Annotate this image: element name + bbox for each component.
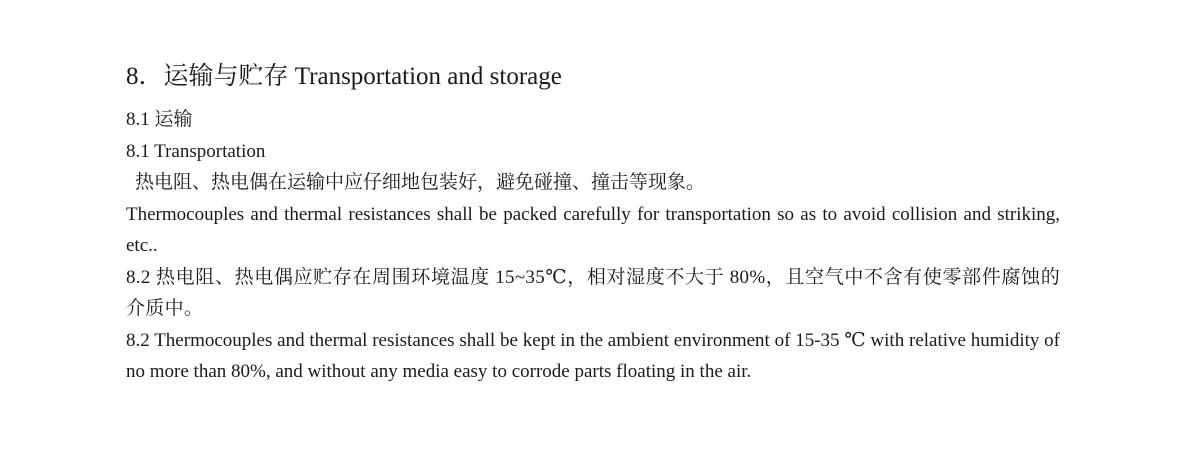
subsection-8-2-body-en: 8.2 Thermocouples and thermal resistances shall be kept in the ambient environment of 15-35 ℃ with relative humidity of no more than 80%, and without any media easy to corrode parts floating in the air. [126,329,1060,382]
document-page [126,60,1060,388]
subsection-8-1-body-cn: 热电阻、热电偶在运输中应仔细地包装好，避免碰撞、撞击等现象。 [135,172,706,193]
subsection-8-2-body-cn: 8.2 热电阻、热电偶应贮存在周围环境温度 15~35℃，相对湿度不大于 80%，且空气中不含有使零部件腐蚀的介质中。 [126,266,1060,319]
section-heading: 8．运输与贮存 Transportation and storage [126,63,562,90]
subsection-8-1-title-en: 8.1 Transportation [126,140,266,162]
subsection-8-1-body-en: Thermocouples and thermal resistances shall be packed carefully for transportation so as to avoid collision and striking, etc.. [126,203,1060,256]
subsection-8-1-title-cn: 8.1 运输 [126,109,193,130]
